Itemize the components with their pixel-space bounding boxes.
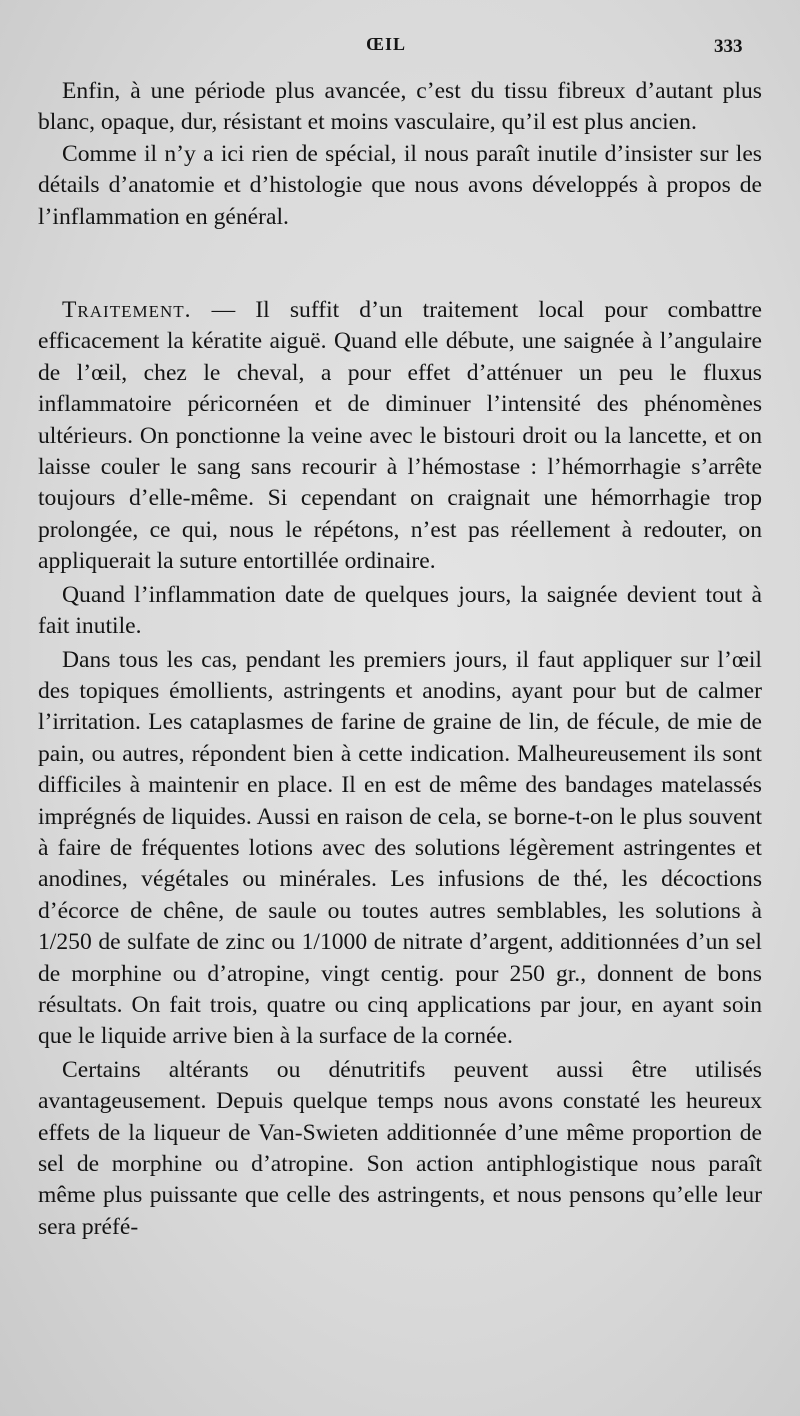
running-head bbox=[0, 30, 800, 62]
paragraph-treatment bbox=[38, 295, 762, 578]
paragraph-alterants: Certains altérants ou dénutritifs peuvent aussi être utilisés avantageusement. Depuis quelque temps nous avons constaté les heureux effets de la liqueur de Van-Swieten additionnée d’une même proportion de sel de morphine ou d’atropine. Son action antiphlogistique nous paraît même plus puissante que celle des astringents, et nous pensons qu’elle leur sera préfé- bbox=[38, 1056, 762, 1240]
paragraph-histology: Comme il n’y a ici rien de spécial, il nous paraît inutile d’insister sur les détails d’anatomie et d’histologie que nous avons développés à propos de l’inflammation en général. bbox=[38, 140, 762, 230]
paragraph-treatment-text: Il suffit d’un traitement local pour combattre efficacement la kératite aiguë. Quand elle débute, une saignée à l’angulaire de l’œil, chez le cheval, a pour effet d’atténuer un peu le fluxus inflammatoire péricornéen et de diminuer l’intensité des phénomènes ultérieurs. On ponctionne la veine avec le bistouri droit ou la lancette, et on laisse couler le sang sans recourir à l’hémostase : l’hémorrhagie s’arrête toujours d’elle-même. Si cependant on craignait une hémorrhagie trop prolongée, ce qui, nous le répétons, n’est pas réellement à redouter, on appliquerait la suture entortillée ordinaire. bbox=[38, 297, 763, 575]
paragraph-topiques: Dans tous les cas, pendant les premiers jours, il faut appliquer sur l’œil des topiques émollients, astringents et anodins, ayant pour but de calmer l’irritation. Les cataplasmes de farine de graine de lin, de fécule, de mie de pain, ou autres, répondent bien à cette indication. Malheureusement ils sont difficiles à maintenir en place. Il en est de même des bandages matelassés imprégnés de liquides. Aussi en raison de cela, se borne-t-on le plus souvent à faire de fréquentes lotions avec des solutions légèrement astringentes et anodines, végétales ou minérales. Les infusions de thé, les décoctions d’écorce de chêne, de saule ou toutes autres semblables, les solutions à 1/250 de sulfate de zinc ou 1/1000 de nitrate d’argent, additionnées d’un sel de morphine ou d’atropine, vingt centig. pour 250 gr., donnent de bons résultats. On fait trois, quatre ou cinq applications par jour, en ayant soin que le liquide arrive bien à la surface de la cornée. bbox=[38, 646, 762, 1050]
section-heading-traitement: Traitement. bbox=[62, 297, 192, 324]
body-text bbox=[38, 76, 762, 1243]
page-number: 333 bbox=[714, 36, 743, 57]
paragraph-fibrous-tissue: Enfin, à une période plus avancée, c’est du tissu fibreux d’autant plus blanc, opaque, dur, résistant et moins vasculaire, qu’il est plus ancien. bbox=[38, 78, 762, 136]
running-title: ŒIL bbox=[366, 34, 407, 54]
paragraph-saignee: Quand l’inflammation date de quelques jours, la saignée devient tout à fait inutile. bbox=[38, 581, 762, 640]
heading-dash: — bbox=[191, 297, 256, 324]
